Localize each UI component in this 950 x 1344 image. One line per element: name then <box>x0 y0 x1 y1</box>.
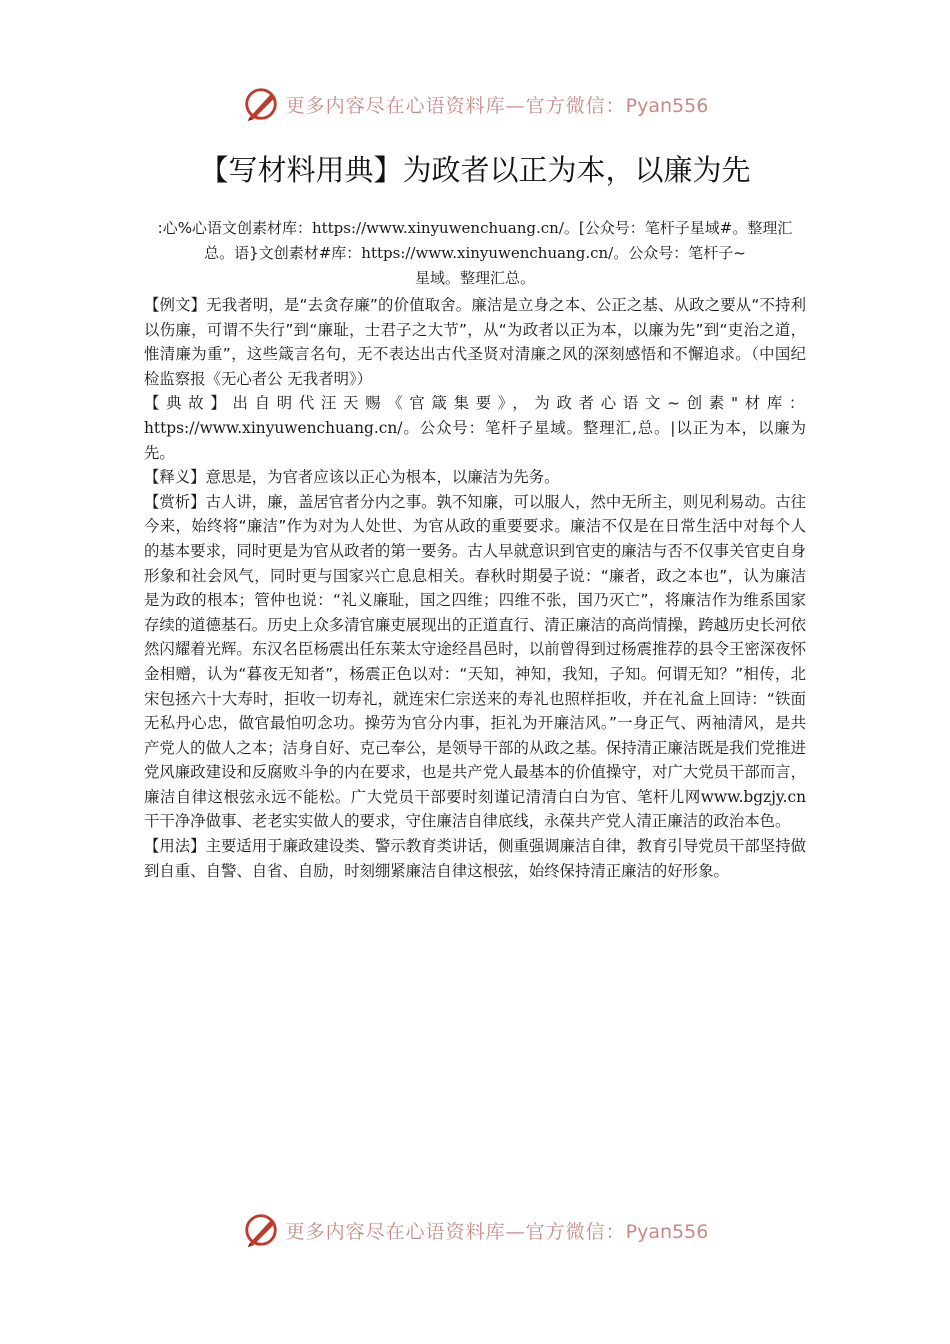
origin-paragraph <box>144 391 806 465</box>
banner-slogan: 更多内容尽在心语资料库—官方微信： <box>285 1220 626 1243</box>
example-text: 无我者明，是“去贪存廉”的价值取舍。廉洁是立身之本、公正之基、从政之要从“不持利以伤廉，可谓不失行”到“廉耻，士君子之大节”，从“为政者以正为本，以廉为先”到“吏治之道，惟清廉为重”，这些箴言名句，无不表达出古代圣贤对清廉之风的深刻感悟和不懈追求。（中国纪检监察报《无心者公 无我者明》） <box>144 296 806 388</box>
source-block <box>145 216 805 291</box>
example-paragraph <box>144 293 806 391</box>
section-label: 【例文】 <box>144 296 207 314</box>
banner-text <box>286 91 709 118</box>
document-body <box>144 293 806 883</box>
banner-contact: Pyan556 <box>625 1220 709 1243</box>
pen-logo-icon <box>242 1211 280 1249</box>
usage-text: 主要适用于廉政建设类、警示教育类讲话，侧重强调廉洁自律，教育引导党员干部坚持做到自重、自警、自省、自励，时刻绷紧廉洁自律这根弦，始终保持清正廉洁的好形象。 <box>144 837 806 880</box>
source-url: https://www.xinyuwenchuang.cn/ <box>361 244 614 262</box>
origin-url: https://www.xinyuwenchuang.cn/ <box>144 418 403 437</box>
origin-text: 出自明代汪天赐《官箴集要》，为政者心语文~创素"材库： <box>232 394 806 413</box>
meaning-text: 意思是，为官者应该以正心为根本，以廉洁为先务。 <box>205 468 560 487</box>
analysis-paragraph <box>144 490 806 834</box>
source-text: 整理汇总。语}文创素材#库： <box>204 219 793 262</box>
footer-banner <box>0 1208 950 1252</box>
analysis-text: 干干净净做事、老老实实做人的要求，守住廉洁自律底线，永葆共产党人清正廉洁的政治本色。 <box>144 812 791 831</box>
banner-contact: Pyan556 <box>625 94 709 117</box>
section-label: 【典故】 <box>144 394 233 413</box>
analysis-text: 古人讲，廉，盖居官者分内之事。孰不知廉，可以服人，然中无所主，则见利易动。古往今来，始终将“廉洁”作为对为人处世、为官从政的重要要求。廉洁不仅是在日常生活中对每个人的基本要求，同时更是为官从政者的第一要务。古人早就意识到官吏的廉洁与否不仅事关官吏自身形象和社会风气，同时更与国家兴亡息息相关。春秋时期晏子说：“廉者，政之本也”，认为廉洁是为政的根本；管仲也说：“礼义廉耻，国之四维；四维不张，国乃灭亡”，将廉洁作为维系国家存续的道德基石。历史上众多清官廉吏展现出的正道直行、清正廉洁的高尚情操，跨越历史长河依然闪耀着光辉。东汉名臣杨震出任东莱太守途经昌邑时，以前曾得到过杨震推荐的县令王密深夜怀金相赠，认为“暮夜无知者”，杨震正色以对：“天知，神知，我知，子知。何谓无知？”相传，北宋包拯六十大寿时，拒收一切寿礼，就连宋仁宗送来的寿礼也照样拒收，并在礼盒上回诗：“铁面无私丹心忠，做官最怕叨念功。操劳为官分内事，拒礼为开廉洁风。”一身正气、两袖清风，是共产党人的做人之本；洁身自好、克己奉公，是领导干部的从政之基。保持清正廉洁既是我们党推进党风廉政建设和反腐败斗争的内在要求，也是共产党人最基本的价值操守，对广大党员干部而言，廉洁自律这根弦永远不能松。广大党员干部要时刻谨记清清白白为官、笔杆儿网 <box>144 492 806 806</box>
source-url: https://www.xinyuwenchuang.cn/ <box>311 219 564 237</box>
document-title: 【写材料用典】为政者以正为本，以廉为先 <box>199 153 751 187</box>
meaning-paragraph <box>144 465 806 490</box>
source-text: 。公众号：笔杆子~ <box>613 244 746 262</box>
source-text: :心%心语文创素材库： <box>157 219 312 237</box>
section-label: 【释义】 <box>144 468 206 487</box>
origin-text: 。公众号：笔杆子星域。整理汇,总。|以正为本，以廉为先。 <box>144 418 806 462</box>
header-banner <box>0 82 950 126</box>
source-text: 星域。整理汇总。 <box>414 269 535 287</box>
banner-slogan: 更多内容尽在心语资料库—官方微信： <box>285 94 626 117</box>
section-label: 【用法】 <box>144 837 206 856</box>
source-text: 。[公众号：笔杆子星域#。 <box>563 219 748 237</box>
section-label: 【赏析】 <box>144 492 206 511</box>
banner-text <box>286 1217 709 1244</box>
analysis-url: www.bgzjy.cn <box>700 787 806 806</box>
usage-paragraph <box>144 834 806 883</box>
pen-logo-icon <box>242 85 280 123</box>
